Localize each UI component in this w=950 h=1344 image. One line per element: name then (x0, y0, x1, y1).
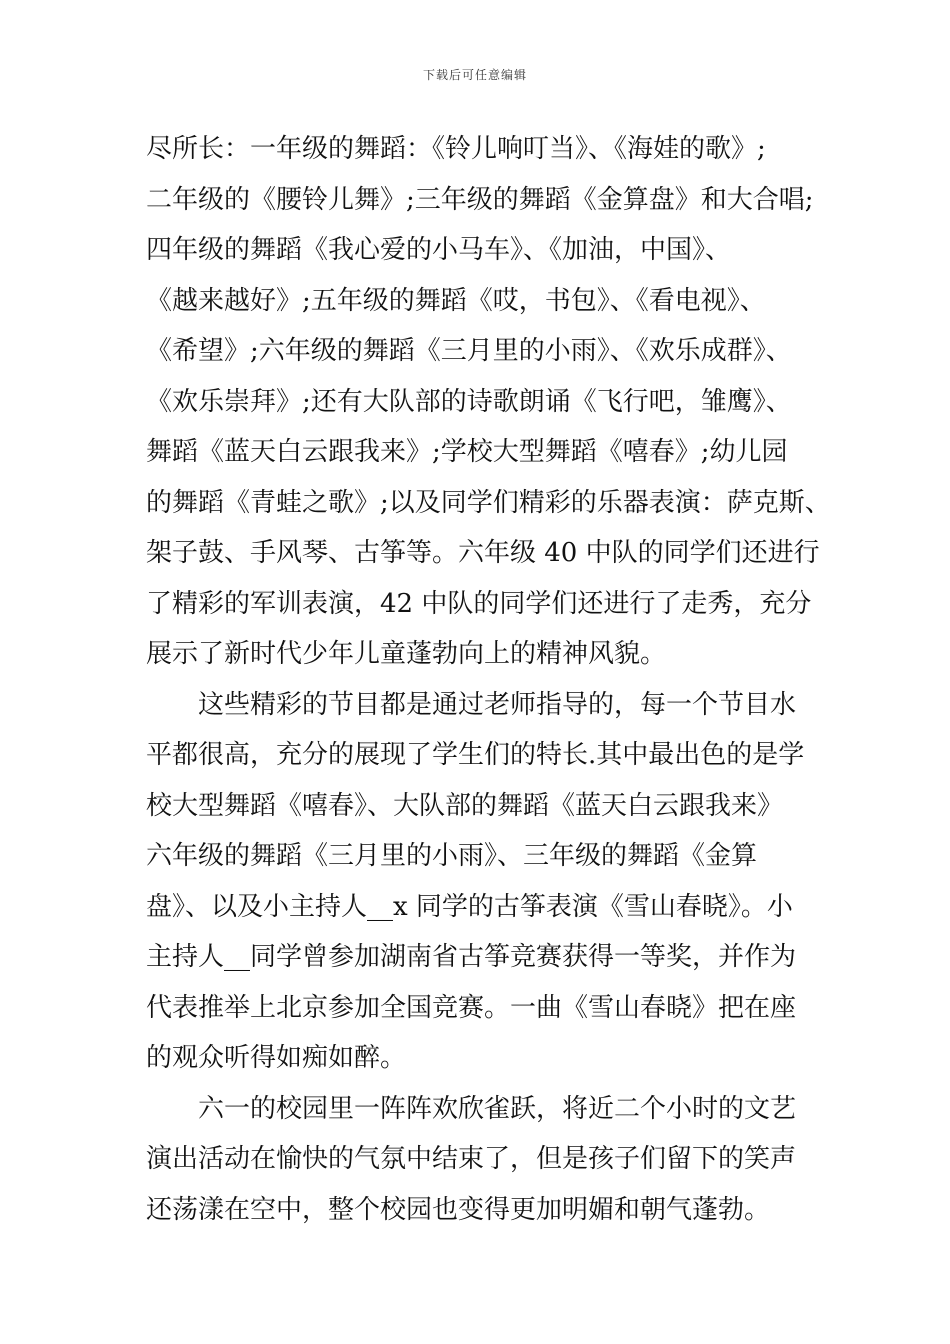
text-line: 的观众听得如痴如醉。 (146, 1043, 407, 1073)
text-line: 展示了新时代少年儿童蓬勃向上的精神风貌。 (146, 639, 667, 669)
text-line: 盘》、以及小主持人__x 同学的古筝表演《雪山春晓》。小 (146, 891, 793, 922)
text-line: 代表推举上北京参加全国竞赛。一曲《雪山春晓》把在座 (146, 992, 797, 1023)
text-line: 《希望》;六年级的舞蹈《三月里的小雨》、《欢乐成群》、 (146, 336, 792, 366)
text-line: 校大型舞蹈《嘻春》、大队部的舞蹈《蓝天白云跟我来》 (146, 790, 784, 821)
text-line: 架子鼓、手风琴、古筝等。六年级 40 中队的同学们还进行 (146, 538, 820, 568)
text-line: 六年级的舞蹈《三月里的小雨》、三年级的舞蹈《金算 (146, 841, 758, 871)
text-line: 还荡漾在空中，整个校园也变得更加明媚和朝气蓬勃。 (146, 1194, 771, 1225)
paragraph-3 (146, 1084, 826, 1236)
text-line: 舞蹈《蓝天白云跟我来》;学校大型舞蹈《嘻春》;幼儿园 (146, 437, 788, 467)
text-line: 尽所长：一年级的舞蹈：《铃儿响叮当》、《海娃的歌》; (146, 134, 766, 164)
paragraph-2 (146, 680, 826, 1084)
text-line: 四年级的舞蹈《我心爱的小马车》、《加油，中国》、 (146, 235, 732, 265)
text-line: 主持人__同学曾参加湖南省古筝竞赛获得一等奖，并作为 (146, 942, 797, 972)
text-line: 六一的校园里一阵阵欢欣雀跃，将近二个小时的文艺 (198, 1093, 797, 1124)
text-line: 演出活动在愉快的气氛中结束了，但是孩子们留下的笑声 (146, 1144, 797, 1174)
body-text (146, 124, 831, 1235)
paragraph-1 (146, 124, 831, 680)
text-line: 《欢乐崇拜》;还有大队部的诗歌朗诵《飞行吧，雏鹰》、 (146, 386, 792, 417)
text-line: 的舞蹈《青蛙之歌》;以及同学们精彩的乐器表演：萨克斯、 (146, 487, 831, 518)
text-line: 二年级的《腰铃儿舞》;三年级的舞蹈《金算盘》和大合唱; (146, 184, 814, 215)
text-line: 了精彩的军训表演，42 中队的同学们还进行了走秀，充分 (146, 588, 812, 619)
page-header: 下载后可任意编辑 (422, 68, 527, 82)
text-line: 这些精彩的节目都是通过老师指导的，每一个节目水 (198, 689, 797, 720)
text-line: 《越来越好》;五年级的舞蹈《哎，书包》、《看电视》、 (146, 285, 766, 316)
text-line: 平都很高，充分的展现了学生们的特长.其中最出色的是学 (146, 740, 805, 770)
